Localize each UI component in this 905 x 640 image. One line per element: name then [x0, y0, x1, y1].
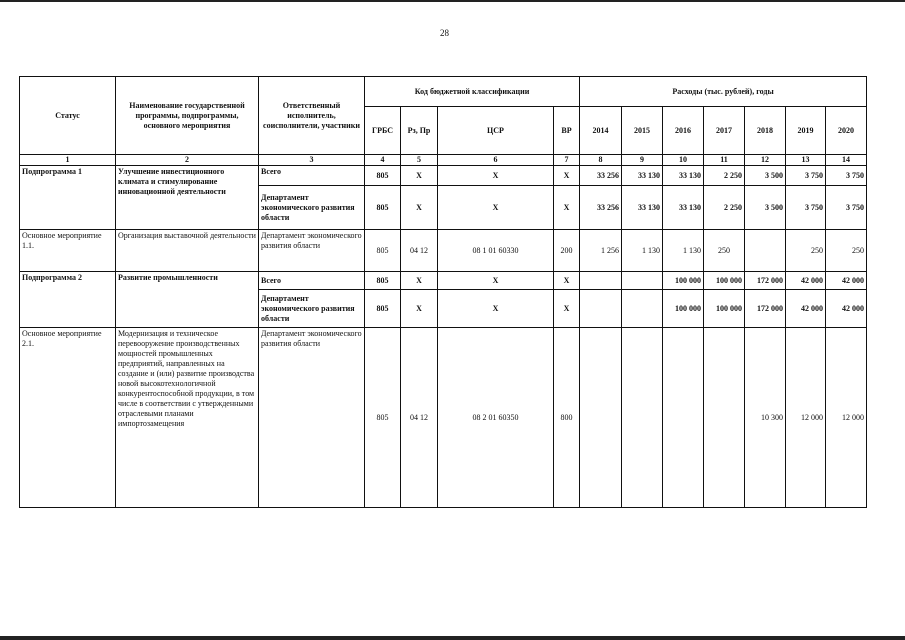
rzpr-cell: Х [401, 186, 438, 230]
value-cell: 100 000 [704, 272, 745, 290]
csr-cell: Х [438, 272, 554, 290]
col-number: 8 [580, 155, 622, 166]
value-cell: 172 000 [745, 290, 786, 328]
value-cell [622, 328, 663, 508]
header-year: 2019 [786, 107, 826, 155]
header-status: Статус [20, 77, 116, 155]
col-number: 10 [663, 155, 704, 166]
value-cell: 42 000 [826, 290, 867, 328]
csr-cell: 08 1 01 60330 [438, 230, 554, 272]
header-year: 2017 [704, 107, 745, 155]
grbs-cell: 805 [365, 328, 401, 508]
col-number: 6 [438, 155, 554, 166]
table-row [20, 230, 867, 272]
value-cell: 12 000 [826, 328, 867, 508]
status-cell: Основное мероприятие 2.1. [20, 328, 116, 508]
rzpr-cell: Х [401, 272, 438, 290]
responsible-cell: Всего [259, 166, 365, 186]
rzpr-cell: Х [401, 166, 438, 186]
name-cell: Улучшение инвестиционного климата и стимулирование инновационной деятельности [116, 166, 259, 230]
col-number: 14 [826, 155, 867, 166]
value-cell: 12 000 [786, 328, 826, 508]
page-number: 28 [440, 28, 449, 38]
scan-edge-bottom [0, 636, 905, 640]
budget-table [19, 76, 867, 508]
header-rzpr: Рз, Пр [401, 107, 438, 155]
name-cell: Организация выставочной деятельности [116, 230, 259, 272]
value-cell: 2 250 [704, 186, 745, 230]
value-cell: 33 256 [580, 166, 622, 186]
col-number: 12 [745, 155, 786, 166]
header-responsible: Ответственный исполнитель, соисполнители, участники [259, 77, 365, 155]
rzpr-cell: 04 12 [401, 230, 438, 272]
value-cell [622, 290, 663, 328]
responsible-cell: Департамент экономического развития области [259, 290, 365, 328]
value-cell: 100 000 [663, 272, 704, 290]
value-cell [704, 328, 745, 508]
value-cell: 100 000 [704, 290, 745, 328]
header-year: 2016 [663, 107, 704, 155]
value-cell: 3 500 [745, 166, 786, 186]
csr-cell: Х [438, 186, 554, 230]
value-cell: 172 000 [745, 272, 786, 290]
value-cell: 42 000 [786, 290, 826, 328]
value-cell: 3 750 [786, 186, 826, 230]
status-cell: Основное мероприятие 1.1. [20, 230, 116, 272]
name-cell: Модернизация и техническое перевооружение производственных мощностей промышленных предприятий, направленных на создание и (или) развитие производства новой высокотехнологичной конкурентоспособной продукции, в том числе в соответствии с утвержденными отраслевыми планами импортозамещения [116, 328, 259, 508]
value-cell: 33 256 [580, 186, 622, 230]
grbs-cell: 805 [365, 272, 401, 290]
csr-cell: 08 2 01 60350 [438, 328, 554, 508]
value-cell: 33 130 [622, 166, 663, 186]
header-vr: ВР [554, 107, 580, 155]
value-cell: 33 130 [663, 186, 704, 230]
value-cell: 33 130 [663, 166, 704, 186]
table-row [20, 328, 867, 508]
col-number: 3 [259, 155, 365, 166]
value-cell [663, 328, 704, 508]
value-cell: 1 256 [580, 230, 622, 272]
name-cell: Развитие промышленности [116, 272, 259, 328]
value-cell: 100 000 [663, 290, 704, 328]
vr-cell: Х [554, 290, 580, 328]
csr-cell: Х [438, 290, 554, 328]
header-name: Наименование государственной программы, подпрограммы, основного мероприятия [116, 77, 259, 155]
grbs-cell: 805 [365, 186, 401, 230]
column-number-row [20, 155, 867, 166]
vr-cell: 800 [554, 328, 580, 508]
header-year: 2020 [826, 107, 867, 155]
responsible-cell: Департамент экономического развития области [259, 186, 365, 230]
rzpr-cell: Х [401, 290, 438, 328]
value-cell: 10 300 [745, 328, 786, 508]
value-cell: 3 750 [826, 166, 867, 186]
header-row-1 [20, 77, 867, 107]
grbs-cell: 805 [365, 290, 401, 328]
value-cell: 1 130 [663, 230, 704, 272]
vr-cell: 200 [554, 230, 580, 272]
value-cell: 250 [786, 230, 826, 272]
col-number: 1 [20, 155, 116, 166]
value-cell: 42 000 [826, 272, 867, 290]
value-cell: 1 130 [622, 230, 663, 272]
header-year: 2014 [580, 107, 622, 155]
header-year: 2015 [622, 107, 663, 155]
header-grbs: ГРБС [365, 107, 401, 155]
col-number: 5 [401, 155, 438, 166]
vr-cell: Х [554, 272, 580, 290]
value-cell: 250 [704, 230, 745, 272]
value-cell: 2 250 [704, 166, 745, 186]
status-cell: Подпрограмма 1 [20, 166, 116, 230]
grbs-cell: 805 [365, 230, 401, 272]
col-number: 7 [554, 155, 580, 166]
col-number: 2 [116, 155, 259, 166]
value-cell [580, 290, 622, 328]
col-number: 11 [704, 155, 745, 166]
col-number: 9 [622, 155, 663, 166]
status-cell: Подпрограмма 2 [20, 272, 116, 328]
value-cell [745, 230, 786, 272]
rzpr-cell: 04 12 [401, 328, 438, 508]
table-row [20, 272, 867, 290]
col-number: 13 [786, 155, 826, 166]
header-expenses: Расходы (тыс. рублей), годы [580, 77, 867, 107]
value-cell [580, 272, 622, 290]
value-cell: 3 500 [745, 186, 786, 230]
responsible-cell: Департамент экономического развития области [259, 230, 365, 272]
header-budget-code: Код бюджетной классификации [365, 77, 580, 107]
scan-edge-top [0, 0, 905, 2]
value-cell [622, 272, 663, 290]
csr-cell: Х [438, 166, 554, 186]
grbs-cell: 805 [365, 166, 401, 186]
vr-cell: Х [554, 186, 580, 230]
table-row [20, 166, 867, 186]
value-cell: 42 000 [786, 272, 826, 290]
col-number: 4 [365, 155, 401, 166]
responsible-cell: Департамент экономического развития области [259, 328, 365, 508]
value-cell: 3 750 [786, 166, 826, 186]
vr-cell: Х [554, 166, 580, 186]
value-cell [580, 328, 622, 508]
responsible-cell: Всего [259, 272, 365, 290]
value-cell: 33 130 [622, 186, 663, 230]
header-csr: ЦСР [438, 107, 554, 155]
header-year: 2018 [745, 107, 786, 155]
value-cell: 3 750 [826, 186, 867, 230]
value-cell: 250 [826, 230, 867, 272]
